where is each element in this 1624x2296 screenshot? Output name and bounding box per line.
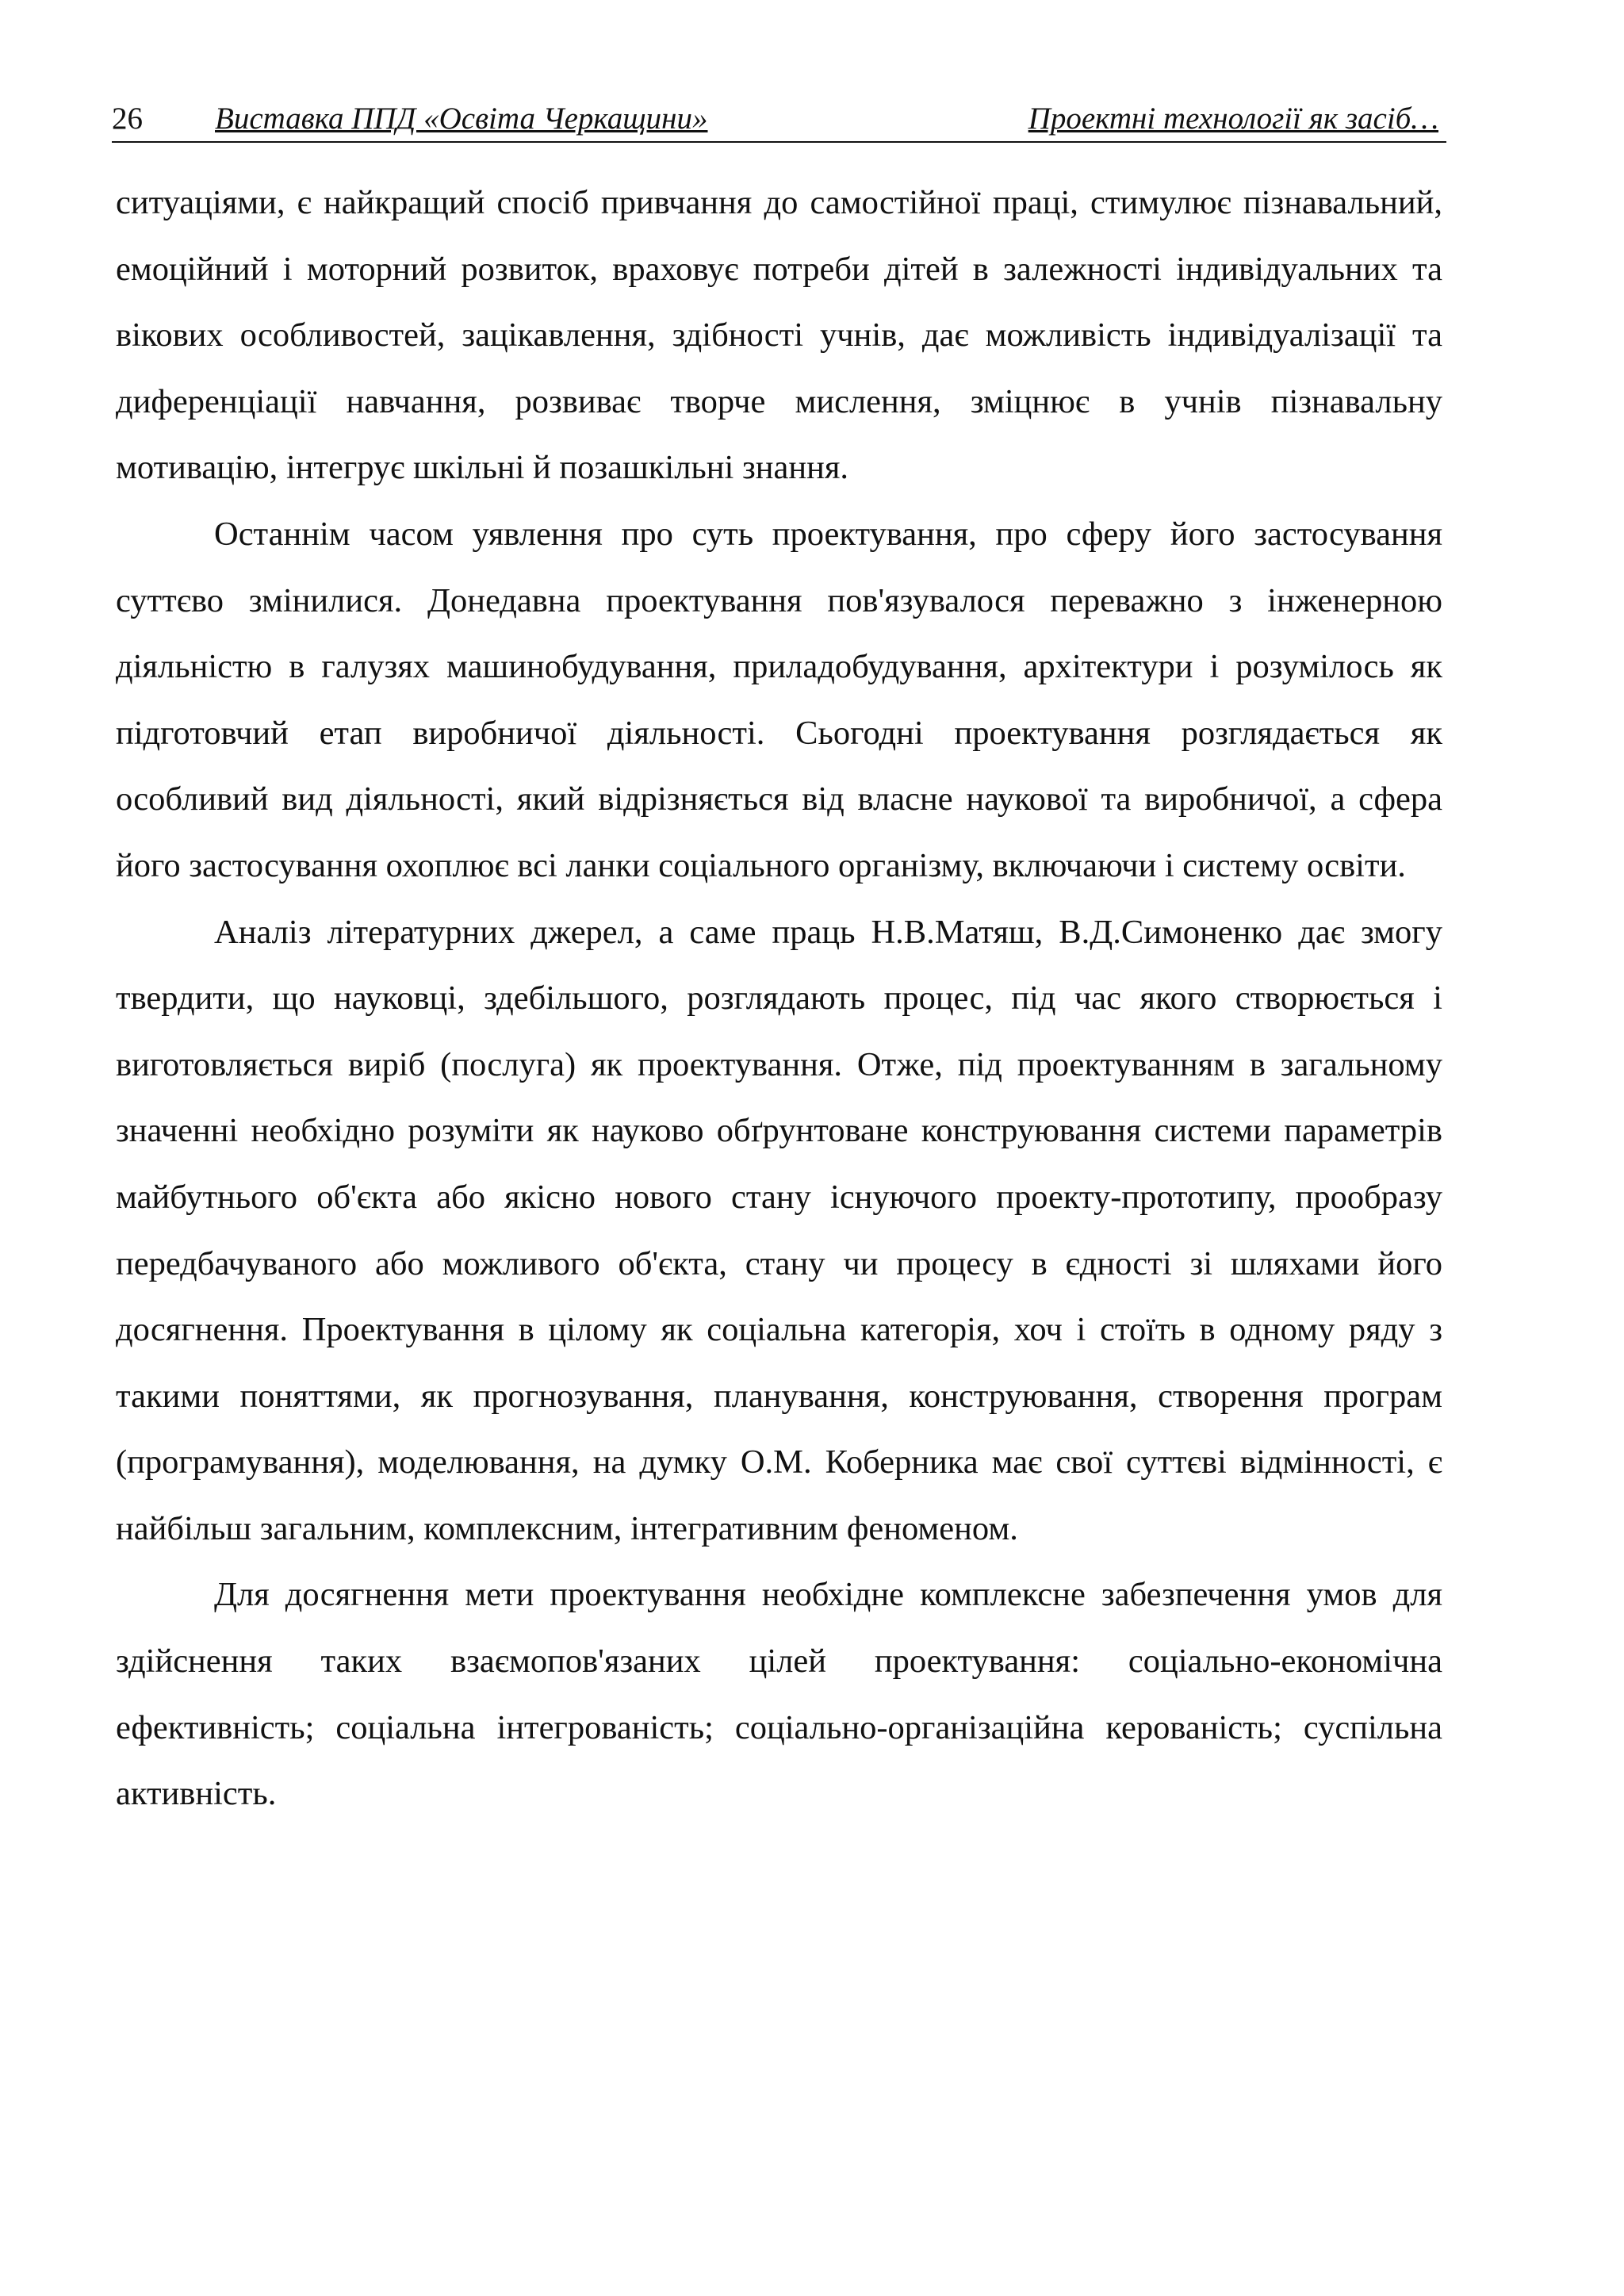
- page-number: 26: [112, 102, 143, 136]
- running-header: [112, 97, 1446, 143]
- body-text: [116, 170, 1442, 1827]
- header-publication-title: Виставка ППД «Освіта Черкащини»: [215, 102, 708, 136]
- paragraph-1: ситуаціями, є найкращий спосіб привчання до самостійної праці, стимулює пізнавальний, емоційний і моторний розвиток, враховує потреби дітей в залежності індивідуальних та вікових особливостей, зацікавлення, здібності учнів, дає можливість індивідуалізації та диференціації навчання, розвиває творче мислення, зміцнює в учнів пізнавальну мотивацію, інтегрує шкільні й позашкільні знання.: [116, 184, 1442, 487]
- paragraph-4: Для досягнення мети проектування необхідне комплексне забезпечення умов для здійснення таких взаємопов'язаних цілей проектування: соціально-економічна ефективність; соціальна інтегрованість; соціально-організаційна керованість; суспільна активність.: [116, 1576, 1442, 1813]
- paragraph-2: Останнім часом уявлення про суть проектування, про сферу його застосування суттєво змінилися. Донедавна проектування пов'язувалося переважно з інженерною діяльністю в галузях машинобудування, приладобудування, архітектури і розумілось як підготовчий етап виробничої діяльності. Сьогодні проектування розглядається як особливий вид діяльності, який відрізняється від власне наукової та виробничої, а сфера його застосування охоплює всі ланки соціального організму, включаючи і систему освіти.: [116, 515, 1442, 884]
- header-article-title: Проектні технології як засіб…: [1028, 102, 1438, 136]
- paragraph-3: Аналіз літературних джерел, а саме праць Н.В.Матяш, В.Д.Симоненко дає змогу твердити, що науковці, здебільшого, розглядають процес, під час якого створюється і виготовляється виріб (послуга) як проектування. Отже, під проектуванням в загальному значенні необхідно розуміти як науково обґрунтоване конструювання системи параметрів майбутнього об'єкта або якісно нового стану існуючого проекту-прототипу, прообразу передбачуваного або можливого об'єкта, стану чи процесу в єдності зі шляхами його досягнення. Проектування в цілому як соціальна категорія, хоч і стоїть в одному ряду з такими поняттями, як прогнозування, планування, конструювання, створення програм (програмування), моделювання, на думку О.М. Коберника має свої суттєві відмінності, є найбільш загальним, комплексним, інтегративним феноменом.: [116, 913, 1442, 1547]
